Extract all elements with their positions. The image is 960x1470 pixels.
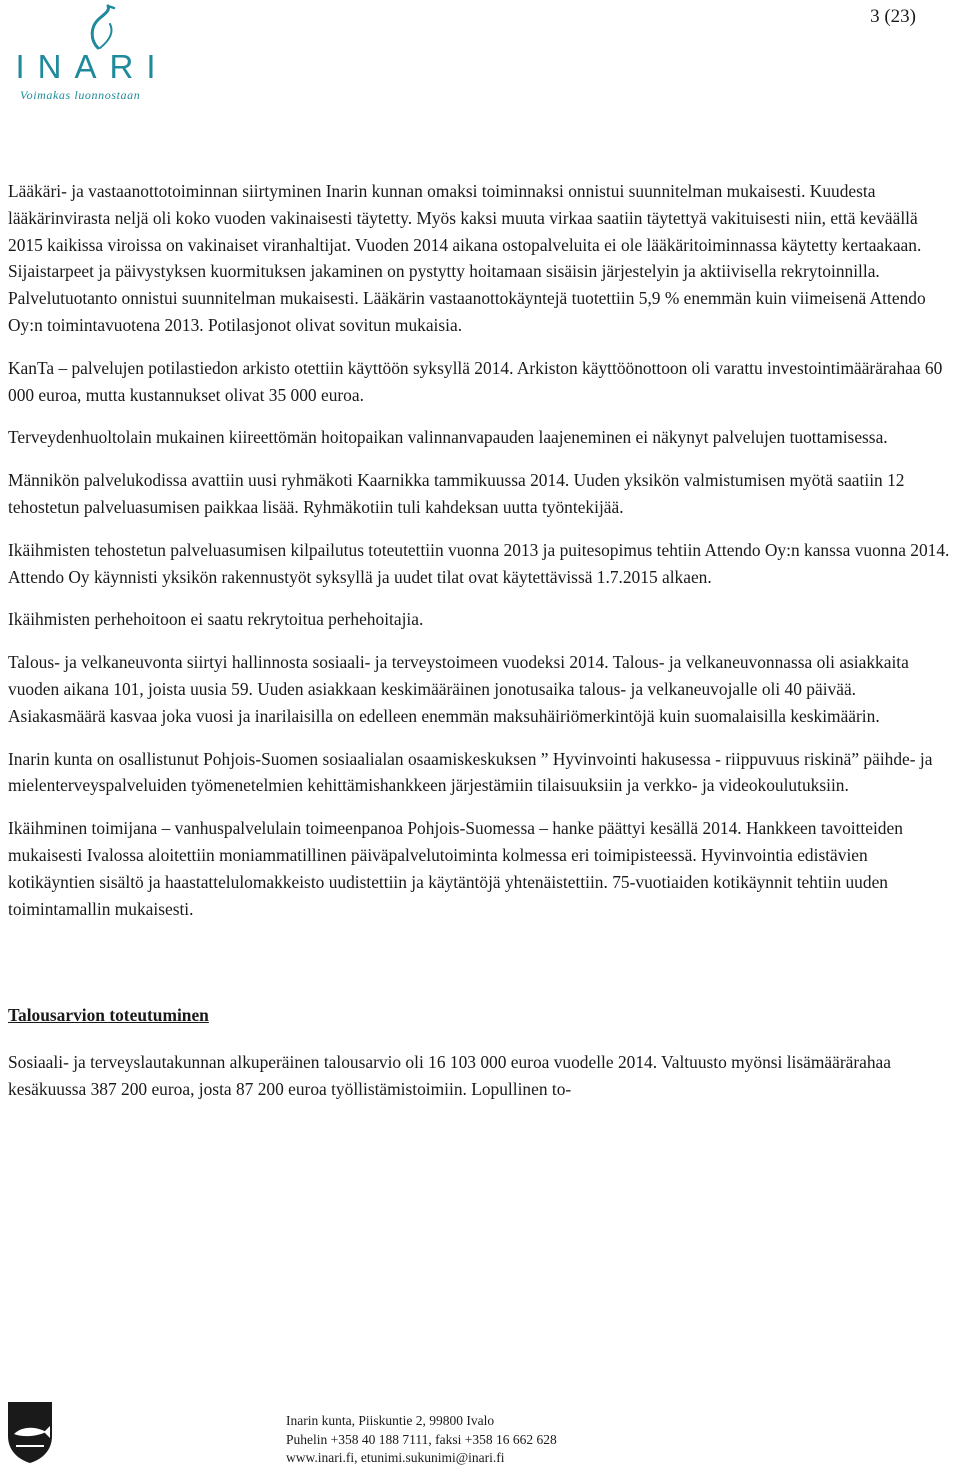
coat-of-arms-icon bbox=[6, 1400, 54, 1464]
paragraph: Inarin kunta on osallistunut Pohjois-Suomen sosiaalialan osaamiskeskuksen ” Hyvinvointi hakusessa - riippuvuus riskinä” päihde- ja mielenterveyspalveluiden työmenetelmien kehittämishankkeen järjestämiin tilaisuuksiin ja verkko- ja videokoulutuksiin. bbox=[8, 748, 933, 796]
paragraph: Terveydenhuoltolain mukainen kiireettömän hoitopaikan valinnanvapauden laajeneminen ei näkynyt palvelujen tuottamisessa. bbox=[8, 427, 888, 448]
paragraph: Ikäihminen toimijana – vanhuspalvelulain toimeenpanoa Pohjois-Suomessa – hanke päättyi kesällä 2014. Hankkeen tavoitteiden mukaisesti Ivalossa aloitettiin moniammatillinen päiväpalvelutoiminta kolmessa eri toimipisteessä. Hyvinvointia edistävien kotikäyntien sisältö ja haastattelulomakkeisto uudistettiin ja käytäntöjä yhtenäistettiin. 75-vuotiaiden kotikäynnit tehtiin uuden toimintamallin mukaisesti. bbox=[8, 818, 903, 919]
page-number: 3 (23) bbox=[870, 6, 916, 27]
footer-address: Inarin kunta, Piiskuntie 2, 99800 Ivalo bbox=[286, 1413, 495, 1428]
paragraph: Sosiaali- ja terveyslautakunnan alkuperäinen talousarvio oli 16 103 000 euroa vuodelle 2014. Valtuusto myönsi lisämäärärahaa kesäkuussa 387 200 euroa, josta 87 200 euroa työllistämistoimiin. Lopullinen to- bbox=[8, 1052, 891, 1099]
paragraph: Talous- ja velkaneuvonta siirtyi hallinnosta sosiaali- ja terveystoimeen vuodeksi 2014. Talous- ja velkaneuvonnassa oli asiakkaita vuoden aikana 101, joista uusia 59. Uuden asiakkaan keskimääräinen jonotusaika talous- ja velkaneuvojalle oli 40 päivää. Asiakasmäärä kasvaa joka vuosi ja inarilaisilla on edelleen enemmän maksuhäiriömerkintöjä kuin suomalaisilla keskimäärin. bbox=[8, 652, 909, 726]
document-body bbox=[8, 178, 952, 1119]
logo-wordmark: INARI bbox=[15, 48, 169, 85]
paragraph: Männikön palvelukodissa avattiin uusi ryhmäkoti Kaarnikka tammikuussa 2014. Uuden yksikön valmistumisen myötä saatiin 12 tehostetun palveluasumisen paikkaa lisää. Ryhmäkotiin tuli kahdeksan uutta työntekijää. bbox=[8, 470, 905, 517]
logo-slogan: Voimakas luonnostaan bbox=[20, 88, 141, 102]
paragraph: Lääkäri- ja vastaanottotoiminnan siirtyminen Inarin kunnan omaksi toiminnaksi onnistui suunnitelman mukaisesti. Kuudesta lääkärinvirasta neljä oli koko vuoden vakinaisesti täytetty. Myös kaksi muuta virkaa saatiin täytettyä vakituisesti niin, että keväällä 2015 kaikissa viroissa on vakinaiset viranhaltijat. Vuoden 2014 aikana ostopalveluita ei ole lääkäritoiminnassa käytetty kertaakaan. Sijaistarpeet ja päivystyksen kuormituksen jakaminen on pystytty hoitamaan sisäisin järjestelyin ja aktiivisella rekrytoinnilla. Palvelutuotanto onnistui suunnitelman mukaisesti. Lääkärin vastaanottokäyntejä tuotettiin 5,9 % enemmän kuin viimeisenä Attendo Oy:n toimintavuotena 2013. Potilasjonot olivat sovitun mukaisia. bbox=[8, 181, 926, 335]
paragraph: Ikäihmisten perhehoitoon ei saatu rekrytoitua perhehoitajia. bbox=[8, 609, 424, 630]
swan-icon bbox=[6, 4, 178, 54]
paragraph: Ikäihmisten tehostetun palveluasumisen kilpailutus toteutettiin vuonna 2013 ja puitesopimus tehtiin Attendo Oy:n kanssa vuonna 2014. Attendo Oy käynnisti yksikön rakennustyöt syksyllä ja uudet tilat ovat käytettävissä 1.7.2015 alkaen. bbox=[8, 539, 950, 587]
paragraph: KanTa – palvelujen potilastiedon arkisto otettiin käyttöön syksyllä 2014. Arkiston käyttöönottoon oli varattu investointimäärärahaa 60 000 euroa, mutta kustannukset olivat 35 000 euroa. bbox=[8, 357, 943, 405]
section-heading: Talousarvion toteutuminen bbox=[8, 1005, 209, 1026]
footer-web: www.inari.fi, etunimi.sukunimi@inari.fi bbox=[286, 1450, 505, 1465]
footer-phone: Puhelin +358 40 188 7111, faksi +358 16 662 628 bbox=[286, 1431, 557, 1447]
inari-logo bbox=[6, 4, 178, 104]
footer bbox=[286, 1412, 557, 1468]
